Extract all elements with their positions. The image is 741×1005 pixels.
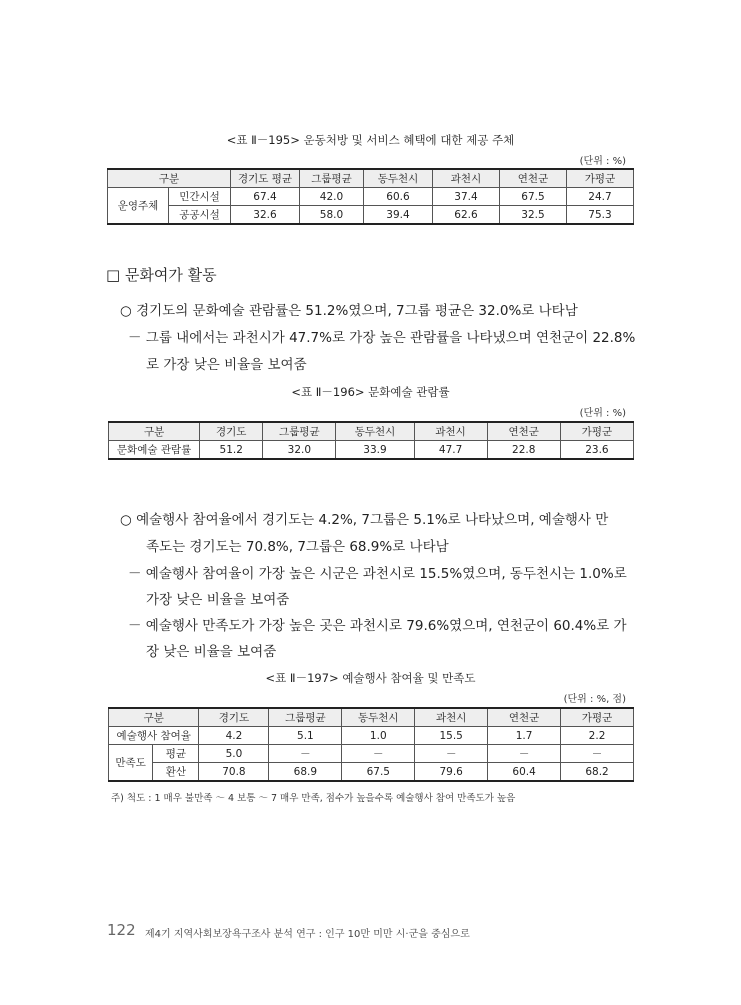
cell: 32.0 xyxy=(263,441,336,460)
header-cell: 연천군 xyxy=(500,169,567,188)
header-cell: 동두천시 xyxy=(336,422,414,441)
cell: 62.6 xyxy=(433,206,500,225)
cell: 68.9 xyxy=(269,763,342,782)
table2-unit: (단위 : %) xyxy=(579,408,626,419)
table-row xyxy=(109,763,634,782)
table-row xyxy=(109,727,634,745)
cell: 5.1 xyxy=(269,727,342,745)
table1-caption: <표 Ⅱ－195> 운동처방 및 서비스 혜택에 대한 제공 주체 xyxy=(226,133,515,147)
row-label: 환산 xyxy=(153,763,199,782)
cell: 70.8 xyxy=(199,763,269,782)
cell: 67.4 xyxy=(231,188,300,206)
cell: 5.0 xyxy=(199,745,269,763)
header-cell: 가평군 xyxy=(560,422,633,441)
table3-caption: <표 Ⅱ－197> 예술행사 참여율 및 만족도 xyxy=(265,671,476,685)
header-cell: 그룹평균 xyxy=(300,169,364,188)
cell: 58.0 xyxy=(300,206,364,225)
cell: 42.0 xyxy=(300,188,364,206)
cell: 33.9 xyxy=(336,441,414,460)
header-cell: 과천시 xyxy=(414,422,487,441)
header-cell: 과천시 xyxy=(415,708,488,727)
dash-paragraph: － 그룹 내에서는 과천시가 47.7%로 가장 높은 관람률을 나타냈으며 연천군이 22.8% xyxy=(128,330,636,346)
cell: 1.0 xyxy=(342,727,415,745)
table-header-row xyxy=(109,422,634,441)
dash-paragraph: － 예술행사 참여율이 가장 높은 시군은 과천시로 15.5%였으며, 동두천시는 1.0%로 xyxy=(128,566,627,582)
cell: 67.5 xyxy=(500,188,567,206)
header-cell: 가평군 xyxy=(561,708,634,727)
cell: 79.6 xyxy=(415,763,488,782)
dash-paragraph-cont: 가장 낮은 비율을 보여줌 xyxy=(146,592,290,608)
row-label: 문화예술 관람률 xyxy=(109,441,200,460)
bullet-paragraph-cont: 족도는 경기도는 70.8%, 7그룹은 68.9%로 나타남 xyxy=(146,539,449,555)
table2-caption: <표 Ⅱ－196> 문화예술 관람률 xyxy=(291,385,450,399)
cell: 67.5 xyxy=(342,763,415,782)
header-cell: 과천시 xyxy=(433,169,500,188)
row-label: 공공시설 xyxy=(169,206,231,225)
dash-paragraph: － 예술행사 만족도가 가장 높은 곳은 과천시로 79.6%였으며, 연천군이 60.4%로 가 xyxy=(128,618,627,634)
cell: － xyxy=(342,745,415,763)
cell: － xyxy=(488,745,561,763)
dash-paragraph-cont: 장 낮은 비율을 보여줌 xyxy=(146,644,277,660)
cell: － xyxy=(561,745,634,763)
cell: 39.4 xyxy=(364,206,433,225)
table-row xyxy=(108,188,634,206)
dash-paragraph-cont: 로 가장 낮은 비율을 보여줌 xyxy=(146,357,307,373)
cell: 75.3 xyxy=(567,206,634,225)
cell: 1.7 xyxy=(488,727,561,745)
cell: － xyxy=(415,745,488,763)
page-number: 122 xyxy=(107,921,136,939)
cell: 32.5 xyxy=(500,206,567,225)
footer-text: 제4기 지역사회보장욕구조사 분석 연구 : 인구 10만 미만 시·군을 중심으로 xyxy=(145,929,470,940)
table2 xyxy=(108,421,634,460)
cell: 15.5 xyxy=(415,727,488,745)
group-label: 만족도 xyxy=(109,745,153,782)
cell: 22.8 xyxy=(487,441,560,460)
table1 xyxy=(107,168,634,225)
cell: － xyxy=(269,745,342,763)
bullet-paragraph: ○ 경기도의 문화예술 관람률은 51.2%였으며, 7그룹 평균은 32.0%로 나타남 xyxy=(120,303,578,319)
group-label: 운영주체 xyxy=(108,188,169,225)
table3-unit: (단위 : %, 점) xyxy=(563,694,626,705)
table1-unit: (단위 : %) xyxy=(579,156,626,167)
table-header-row xyxy=(109,708,634,727)
cell: 68.2 xyxy=(561,763,634,782)
header-cell: 경기도 xyxy=(199,708,269,727)
row-label: 민간시설 xyxy=(169,188,231,206)
row-label: 예술행사 참여율 xyxy=(109,727,199,745)
cell: 24.7 xyxy=(567,188,634,206)
header-cell: 그룹평균 xyxy=(263,422,336,441)
cell: 60.4 xyxy=(488,763,561,782)
header-cell: 그룹평균 xyxy=(269,708,342,727)
table-row xyxy=(108,206,634,225)
cell: 60.6 xyxy=(364,188,433,206)
cell: 2.2 xyxy=(561,727,634,745)
header-cell: 구분 xyxy=(109,708,199,727)
table3-note: 주) 척도 : 1 매우 불만족 ～ 4 보통 ～ 7 매우 만족, 점수가 높을수록 예술행사 참여 만족도가 높음 xyxy=(111,793,516,804)
bullet-paragraph: ○ 예술행사 참여율에서 경기도는 4.2%, 7그룹은 5.1%로 나타났으며, 예술행사 만 xyxy=(120,512,609,528)
cell: 51.2 xyxy=(200,441,263,460)
cell: 32.6 xyxy=(231,206,300,225)
header-cell: 가평군 xyxy=(567,169,634,188)
header-cell: 구분 xyxy=(109,422,200,441)
row-label: 평균 xyxy=(153,745,199,763)
header-cell: 연천군 xyxy=(487,422,560,441)
table-row xyxy=(109,745,634,763)
cell: 23.6 xyxy=(560,441,633,460)
header-cell: 경기도 평균 xyxy=(231,169,300,188)
table-header-row xyxy=(108,169,634,188)
header-cell: 동두천시 xyxy=(364,169,433,188)
cell: 37.4 xyxy=(433,188,500,206)
header-cell: 연천군 xyxy=(488,708,561,727)
table3 xyxy=(108,707,634,782)
cell: 47.7 xyxy=(414,441,487,460)
header-cell: 구분 xyxy=(108,169,231,188)
table-row xyxy=(109,441,634,460)
header-cell: 경기도 xyxy=(200,422,263,441)
section-title: □ 문화여가 활동 xyxy=(106,266,217,284)
header-cell: 동두천시 xyxy=(342,708,415,727)
cell: 4.2 xyxy=(199,727,269,745)
